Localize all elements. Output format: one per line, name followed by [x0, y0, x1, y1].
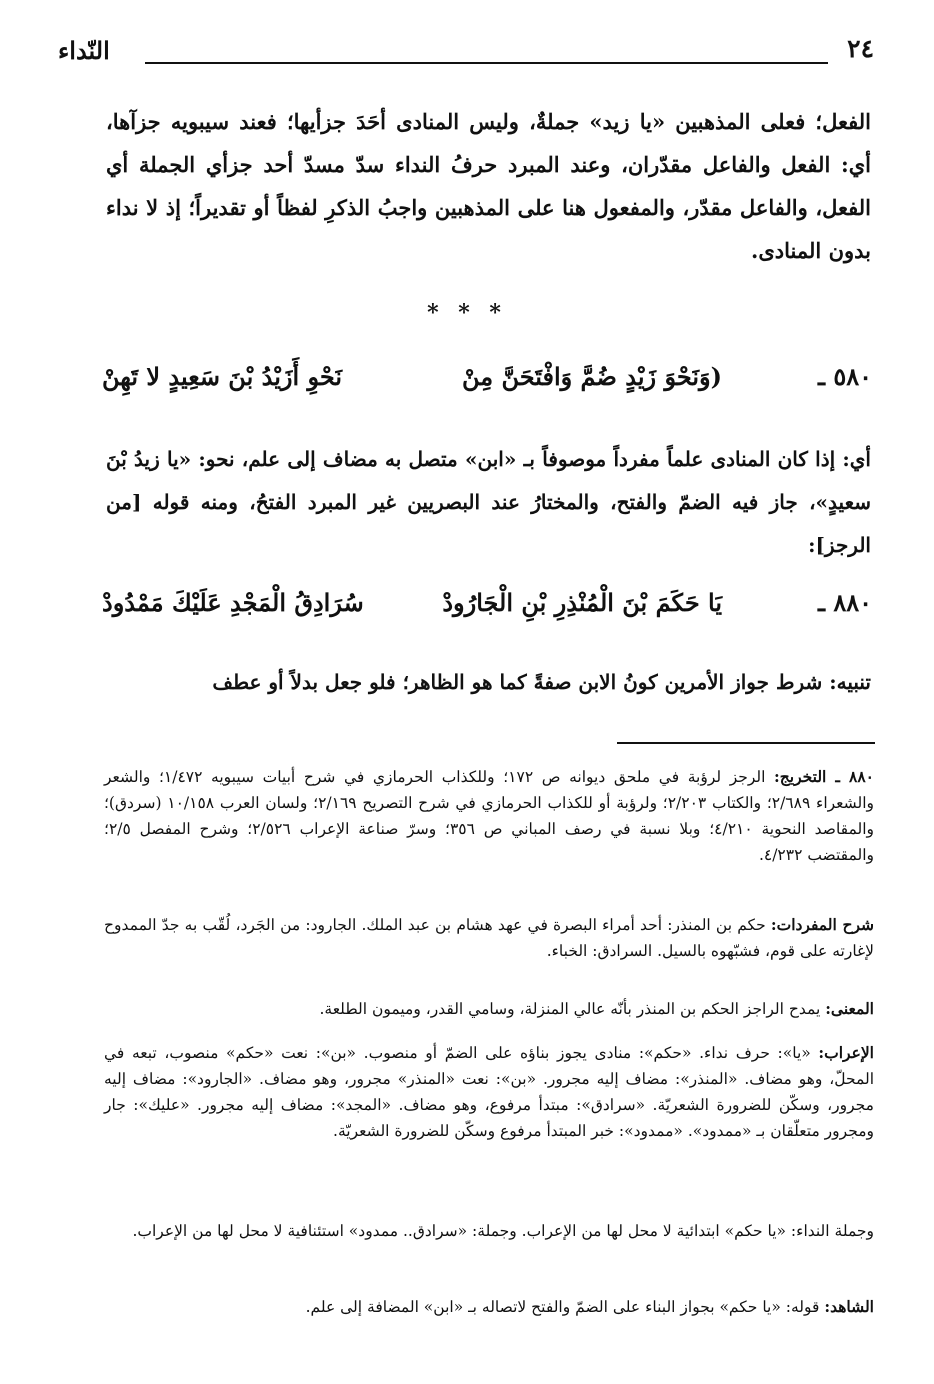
- footnote-label: الشاهد:: [824, 1297, 874, 1316]
- footnote-text: «يا»: حرف نداء. «حكم»: منادى يجوز بناؤه على الضمّ أو منصوب. «بن»: نعت «حكم» منصوب، تبعه في المحلّ، وهو مضاف. «المنذر»: مضاف إليه مجرور. «بن»: نعت «المنذر» مجرور، وهو مضاف. «الجارود»: مضاف إليه مجرور، وسكّن للضرورة الشعريّة. «سرادق»: مبتدأ مرفوع، وهو مضاف. «المجد»: مضاف إليه مجرور. «عليك»: جار ومجرور متعلّقان بـ «ممدود». «ممدود»: خبر المبتدأ مرفوع وسكّن للضرورة الشعريّة.: [104, 1044, 874, 1140]
- verse-880: [102, 588, 872, 632]
- verse-hemistich-1: (وَنَحْوَ زَيْدٍ ضُمَّ وَافْتَحَنَّ مِنْ: [461, 362, 722, 391]
- footnote-label: الإعراب:: [818, 1043, 874, 1062]
- section-separator: * * *: [427, 300, 507, 326]
- footnote-mufradat: [104, 912, 874, 964]
- verse-hemistich-1: يَا حَكَمَ بْنَ الْمُنْذِرِ بْنِ الْجَارُودْ: [442, 588, 722, 617]
- footnote-irab: [104, 1040, 874, 1144]
- footnote-maana: [104, 996, 874, 1022]
- note-label: تنبيه:: [829, 670, 871, 694]
- header-rule: [145, 62, 828, 64]
- footnote-rule: [617, 742, 875, 744]
- verse-number: ٨٨٠ ـ: [817, 588, 872, 617]
- chapter-title: النّداء: [58, 36, 110, 65]
- page-number: ٢٤: [847, 34, 874, 63]
- body-paragraph-1: الفعل؛ فعلى المذهبين «يا زيد» جملةٌ، وليس المنادى أحَدَ جزأيها؛ فعند سيبويه جزآها، أي: الفعل والفاعل مقدّران، وعند المبرد حرفُ النداء سدّ مسدّ أحد جزأي الجملة أي الفعل، والفاعل مقدّر، والمفعول هنا على المذهبين واجبُ الذكرِ لفظاً أو تقديراً؛ إذ لا نداء بدون المنادى.: [106, 109, 871, 263]
- verse-number: ٥٨٠ ـ: [817, 362, 872, 391]
- footnote-label: شرح المفردات:: [770, 915, 874, 934]
- footnote-text: قوله: «يا حكم» بجواز البناء على الضمّ والفتح لاتصاله بـ «ابن» المضافة إلى علم.: [305, 1298, 820, 1316]
- verse-580: [102, 362, 872, 406]
- verse-hemistich-2: سُرَادِقُ الْمَجْدِ عَلَيْكَ مَمْدُودْ: [102, 588, 364, 617]
- footnote-takhrij: [104, 764, 874, 868]
- footnote-label: المعنى:: [825, 999, 874, 1018]
- note-paragraph: [106, 662, 871, 702]
- footnote-text: الرجز لرؤبة في ملحق ديوانه ص ١٧٢؛ وللكذاب الحرمازي في شرح أبيات سيبويه ١/٤٧٢؛ والشعر والشعراء ٢/٦٨٩؛ والكتاب ٢/٢٠٣؛ ولرؤبة أو للكذاب الحرمازي في شرح التصريح ٢/١٦٩؛ ولسان العرب ١٠/١٥٨ (سردق)؛ والمقاصد النحوية ٤/٢١٠؛ وبلا نسبة في رصف المباني ص ٣٥٦؛ وسرّ صناعة الإعراب ٢/٥٢٦؛ وشرح المفصل ٢/٥؛ والمقتضب ٤/٢٣٢.: [104, 768, 874, 864]
- verse-hemistich-2: نَحْوِ أَزَيْدُ بْنَ سَعِيدٍ لا تَهِنْ: [102, 362, 343, 391]
- body-paragraph-2: أي: إذا كان المنادى علماً مفرداً موصوفاً بـ «ابن» متصل به مضاف إلى علم، نحو: «يا زيدُ بْنَ سعيدٍ»، جاز فيه الضمّ والفتح، والمختارُ عند البصريين غير المبرد الفتحُ، ومنه قوله [من الرجز]:: [106, 447, 871, 557]
- footnote-text: حكم بن المنذر: أحد أمراء البصرة في عهد هشام بن عبد الملك. الجارود: من الجَرد، لُقّب به جدّ الممدوح لإغارته على قوم، فشبّهوه بالسيل. السرادق: الخباء.: [104, 916, 874, 960]
- footnote-text: يمدح الراجز الحكم بن المنذر بأنّه عالي المنزلة، وسامي القدر، وميمون الطلعة.: [319, 1000, 821, 1018]
- note-text: شرط جواز الأمرين كونُ الابن صفةً كما هو الظاهر؛ فلو جعل بدلاً أو عطف: [212, 670, 823, 694]
- footnote-jumla: وجملة النداء: «يا حكم» ابتدائية لا محل لها من الإعراب. وجملة: «سرادق.. ممدود» استئنافية لا محل لها من الإعراب.: [132, 1222, 874, 1240]
- footnote-label: ٨٨٠ ـ التخريج:: [774, 767, 875, 786]
- footnote-shahid: [104, 1294, 874, 1320]
